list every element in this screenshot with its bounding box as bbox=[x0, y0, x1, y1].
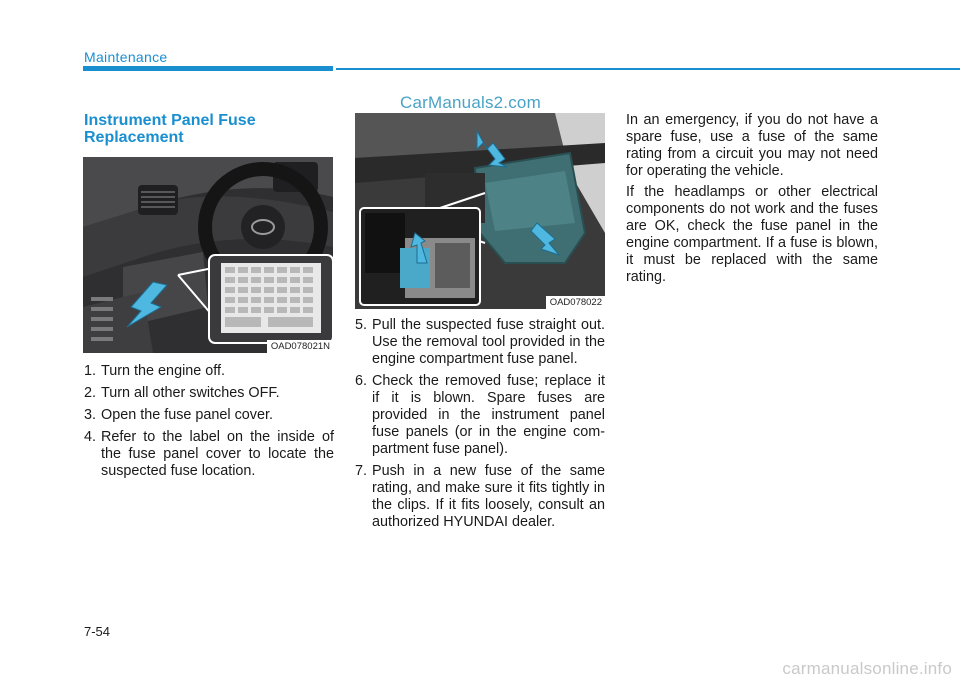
step-number: 3. bbox=[84, 407, 97, 423]
step-number: 7. bbox=[355, 463, 368, 479]
list-item bbox=[355, 373, 605, 458]
step-text: Pull the suspected fuse straight out. Use the removal tool provided in the engine compartment fuse panel. bbox=[372, 317, 605, 367]
step-number: 5. bbox=[355, 317, 368, 333]
list-item bbox=[84, 363, 334, 380]
list-item bbox=[355, 317, 605, 368]
page-title: Instrument Panel Fuse Replacement bbox=[84, 112, 256, 146]
paragraph-emergency: In an emergency, if you do not have a spare fuse, use a fuse of the same rating from a circuit you may not need for operating the vehicle. bbox=[626, 112, 878, 179]
figure-caption-engine: OAD078022 bbox=[546, 296, 605, 309]
step-text: Turn the engine off. bbox=[101, 363, 226, 379]
right-column bbox=[626, 112, 878, 290]
step-number: 2. bbox=[84, 385, 97, 401]
steps-list-middle bbox=[355, 317, 605, 536]
step-text: Refer to the label on the inside of the fuse panel cover to locate the suspected fuse location. bbox=[101, 429, 334, 479]
step-number: 6. bbox=[355, 373, 368, 389]
list-item bbox=[84, 407, 334, 424]
dashboard-illustration bbox=[83, 157, 333, 353]
page-number: 7-54 bbox=[84, 624, 111, 639]
step-text: Turn all other switches OFF. bbox=[101, 385, 280, 401]
step-text: Check the removed fuse; replace it if it is blown. Spare fuses are provided in the instrument panel fuse panels (or in the engine com-partment fuse panel). bbox=[372, 373, 605, 457]
figure-caption-dashboard: OAD078021N bbox=[267, 340, 333, 353]
list-item bbox=[355, 463, 605, 531]
step-number: 1. bbox=[84, 363, 97, 379]
engine-illustration bbox=[355, 113, 605, 309]
list-item bbox=[84, 429, 334, 480]
header-rule bbox=[336, 68, 960, 70]
steps-list-left bbox=[84, 363, 334, 485]
watermark-bottom: carmanualsonline.info bbox=[782, 659, 952, 678]
paragraph-headlamps: If the headlamps or other electrical components do not work and the fuses are OK, check the fuse panel in the engine compartment. If a fuse is blown, it must be replaced with the same rating. bbox=[626, 184, 878, 285]
engine-fuse-photo bbox=[355, 113, 605, 309]
step-text: Push in a new fuse of the same rating, and make sure it fits tightly in the clips. If it fits loosely, consult an authorized HYUNDAI dealer. bbox=[372, 463, 605, 530]
watermark-top: CarManuals2.com bbox=[400, 93, 541, 112]
header-accent-bar bbox=[83, 66, 333, 71]
list-item bbox=[84, 385, 334, 402]
section-header: Maintenance bbox=[84, 49, 168, 65]
step-text: Open the fuse panel cover. bbox=[101, 407, 274, 423]
step-number: 4. bbox=[84, 429, 97, 445]
dashboard-fuse-photo bbox=[83, 157, 333, 353]
